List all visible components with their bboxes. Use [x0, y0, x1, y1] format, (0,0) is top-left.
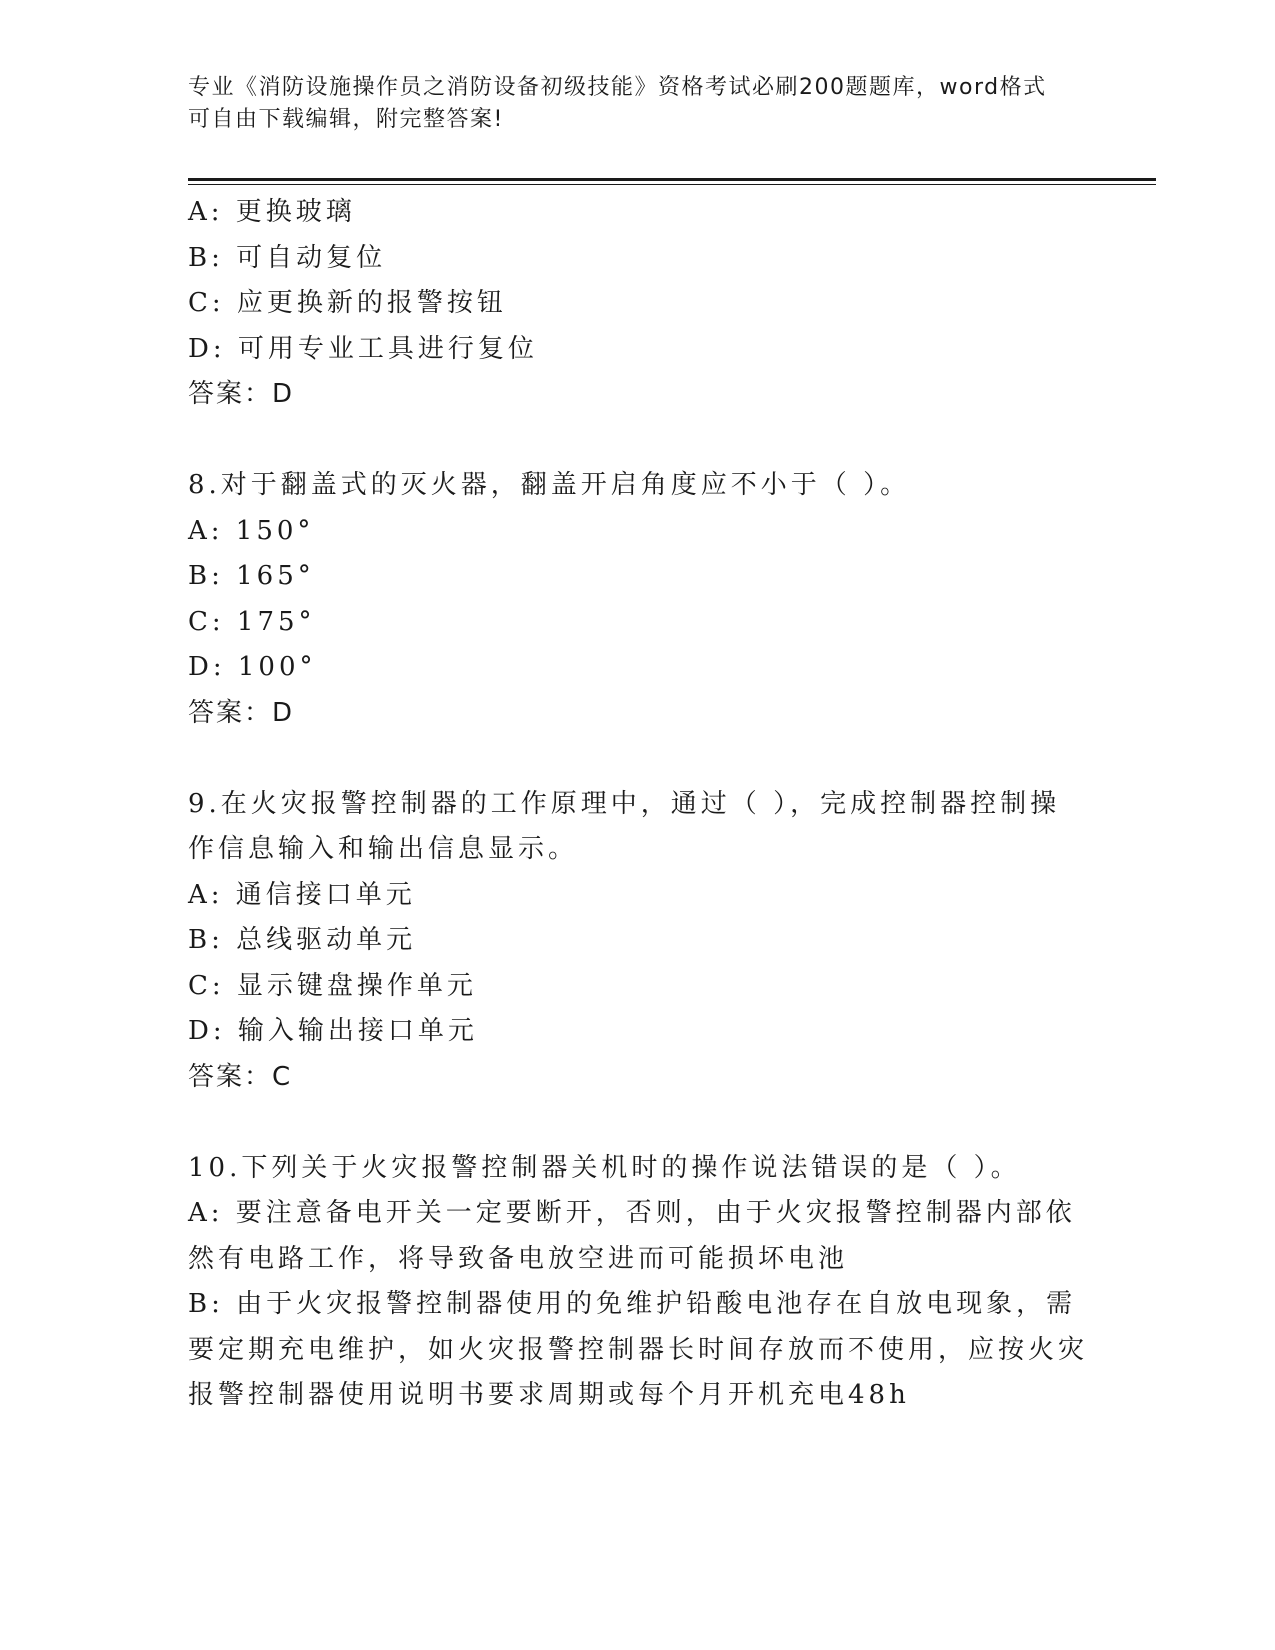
- answer-label: 答案：D: [188, 697, 295, 728]
- question-9: [188, 782, 1088, 1101]
- header-rule-thin: [188, 184, 1156, 185]
- spacer: [188, 1100, 1088, 1146]
- option-d: D: 输入输出接口单元: [188, 1016, 478, 1046]
- option-c: C: 应更换新的报警按钮: [188, 288, 507, 318]
- option-c: C: 175°: [188, 606, 316, 637]
- option-a: A: 通信接口单元: [188, 879, 416, 910]
- option-b: B: 总线驱动单元: [188, 925, 417, 955]
- option-b: B: 165°: [188, 561, 315, 591]
- question-7: [188, 190, 1088, 418]
- option-b: B: 由于火灾报警控制器使用的免维护铅酸电池存在自放电现象，需要定期充电维护，如火灾报警控制器长时间存放而不使用，应按火灾报警控制器使用说明书要求周期或每个月开机充电48h: [188, 1289, 1089, 1410]
- option-b: B: 可自动复位: [188, 242, 387, 273]
- question-8: [188, 463, 1088, 736]
- question-text: 10.下列关于火灾报警控制器关机时的操作说法错误的是（ ）。: [188, 1152, 1021, 1183]
- option-d: D: 100°: [188, 652, 317, 682]
- option-a: A: 更换玻璃: [188, 197, 356, 227]
- option-c: C: 显示键盘操作单元: [188, 970, 477, 1001]
- question-text: 8.对于翻盖式的灭火器，翻盖开启角度应不小于（ ）。: [188, 470, 911, 500]
- option-d: D: 可用专业工具进行复位: [188, 333, 538, 364]
- option-a: A: 要注意备电开关一定要断开，否则，由于火灾报警控制器内部依然有电路工作，将导致备电放空进而可能损坏电池: [188, 1198, 1076, 1274]
- spacer: [188, 736, 1088, 782]
- answer-label: 答案：C: [188, 1061, 293, 1092]
- header-rule-thick: [188, 178, 1156, 181]
- question-10: [188, 1146, 1088, 1419]
- document-header: 专业《消防设施操作员之消防设备初级技能》资格考试必刷200题题库，word格式可自由下载编辑，附完整答案!: [188, 75, 1047, 132]
- spacer: [188, 418, 1088, 464]
- option-a: A: 150°: [188, 515, 315, 546]
- question-text: 9.在火灾报警控制器的工作原理中，通过（ ），完成控制器控制操作信息输入和输出信息显示。: [188, 788, 1061, 864]
- question-list: [188, 190, 1088, 1419]
- answer-label: 答案：D: [188, 379, 295, 409]
